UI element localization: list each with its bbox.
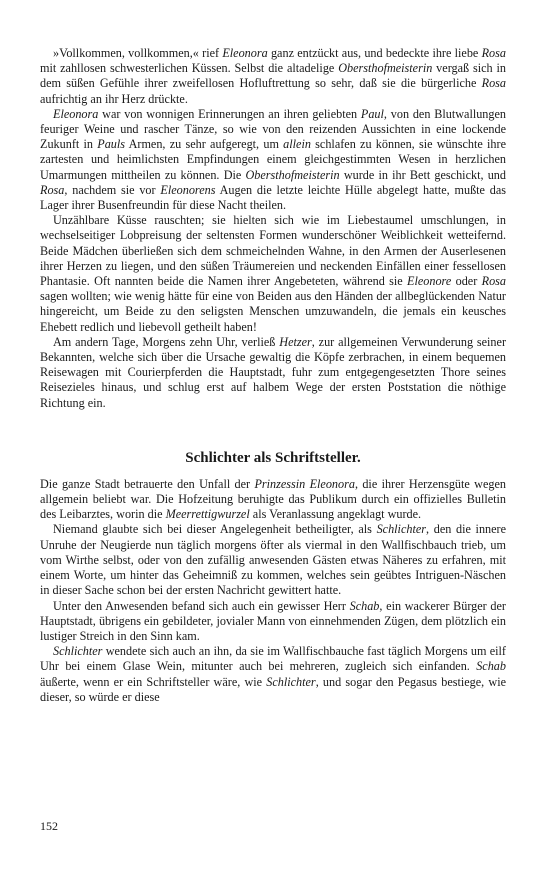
paragraph [40, 335, 506, 411]
paragraph [40, 477, 506, 523]
italic-name: Meerrettigwurzel [165, 507, 250, 522]
italic-name: Rosa [481, 76, 506, 91]
italic-name: Hetzer [279, 334, 312, 349]
italic-name: Obersthofmeisterin [245, 167, 340, 182]
text-run: Die ganze Stadt betrauerte den Unfall der [40, 476, 255, 491]
text-run: vergaß sich in dem süßen Gefühle ihrer zweifellosen Hofluftrettung so sehr, daß sie die bürgerliche [40, 61, 506, 91]
italic-name: Schlichter [53, 644, 103, 659]
italic-name: Eleonora [222, 46, 268, 60]
italic-name: allein [283, 137, 311, 152]
text-run: wurde in ihr Bett geschickt, und [339, 167, 506, 182]
italic-name: Paul [360, 106, 384, 121]
text-run: äußerte, wenn er ein Schriftsteller wäre, wie [40, 674, 267, 689]
paragraph [40, 107, 506, 213]
text-run: wendete sich auch an ihn, da sie im Wallfischbauche fast täglich Morgens um eilf Uhr bei einem Glase Wein, mitunter auch bei mehreren, zugleich sich einfanden. [40, 644, 506, 674]
text-run: , ein wackerer Bürger der Hauptstadt, übrigens ein gebildeter, jovialer Mann von einnehmenden Zügen, dem plötzlich ein lustiger Streich in den Sinn kam. [40, 598, 506, 643]
text-run: Unter den Anwesenden befand sich auch ein gewisser Herr [53, 598, 350, 613]
chapter-heading: Schlichter als Schriftsteller. [185, 449, 361, 466]
text-run: Unzählbare Küsse rauschten; sie hielten sich wie im Liebestaumel umschlungen, in wechselseitiger Lobpreisung der seltensten Formen wunderschöner Weiblichkeit wetteifernd. Beide Mädchen überließen sich dem schmeichelnden Wahne, in den Armen der Auserlesenen ihrer Herzen zu liegen, und den süßen Träumereien und neckenden Einfällen einer fessellosen Phantasie. Oft nannten beide die Namen ihrer Angebeteten, während sie [40, 213, 506, 289]
page-number: 152 [40, 819, 58, 833]
text-run: Niemand glaubte sich bei dieser Angelegenheit betheiligter, als [53, 522, 377, 537]
italic-name: Obersthofmeisterin [338, 61, 433, 76]
text-run: als Veranlassung angeklagt wurde. [249, 507, 422, 522]
text-run: sagen wollten; wie wenig hätte für eine von Beiden aus den Händen der allbeglückenden Natur hingereicht, um Beide zu den seligsten Menschen umzuwandeln, die jemals ein keusches Ehebett redlich und liebevoll getheilt haben! [40, 289, 506, 334]
text-run: Armen, zu sehr aufgeregt, um [125, 137, 284, 152]
text-run: , die ihrer Herzensgüte wegen allgemein beliebt war. Die Hofzeitung beruhigte das Publikum durch ein offizielles Bulletin des Leibarztes, worin die [40, 476, 506, 522]
text-run: oder [451, 274, 482, 289]
italic-name: Eleonore [407, 274, 452, 289]
text-run: war von wonnigen Erinnerungen an ihren geliebten [98, 106, 361, 121]
italic-name: Rosa [40, 182, 65, 197]
text-run: , zur allgemeinen Verwunderung seiner Bekannten, welche sich über die Ursache gewaltig die Köpfe zerbrachen, in einem bequemen Reisewagen mit Courierpferden die Hauptstadt, fuhr zum entgegengesetzten Thore seines Reisezieles hinaus, und schlug erst auf halbem Wege der ersten Poststation die nöthige Richtung ein. [40, 334, 506, 410]
italic-name: Rosa [481, 46, 506, 60]
text-run: , nachdem sie vor [64, 182, 161, 197]
paragraph [40, 522, 506, 598]
text-run: , von den Blutwallungen feuriger Weine und rascher Tänze, so wie von den reizenden Aussichten in eine lockende Zukunft in [40, 106, 506, 152]
text-run: schlafen zu können, sie wünschte ihre zartesten und heimlichsten Empfindungen einem gleichgestimmten Wesen in herzlichen Umarmungen mittheilen zu können. Die [40, 137, 506, 182]
text-run: mit zahllosen schwesterlichen Küssen. Selbst die altadelige [40, 61, 339, 76]
text-run: »Vollkommen, vollkommen,« rief [53, 46, 223, 60]
italic-name: Schlichter [266, 674, 316, 689]
italic-name: Rosa [481, 274, 506, 289]
italic-name: Schab [349, 598, 380, 613]
italic-name: Eleonorens [160, 182, 216, 197]
text-run: , und sogar den Pegasus bestiege, wie dieser, so würde er diese [40, 674, 506, 704]
text-run: Augen die letzte leichte Hülle abgelegt hatte, mußte das Lager ihrer Busenfreundin für diese Nacht theilen. [40, 182, 506, 213]
text-run: ganz entzückt aus, und bedeckte ihre liebe [267, 46, 482, 60]
text-run: Am andern Tage, Morgens zehn Uhr, verließ [53, 334, 280, 349]
italic-name: Eleonora [53, 106, 99, 121]
paragraph [40, 599, 506, 645]
italic-name: Schlichter [376, 522, 426, 537]
text-block-before [40, 46, 506, 411]
text-run: , den die innere Unruhe der Neugierde nun täglich morgens öfter als viermal in den Wallfischbauch trieb, um vom Wirthe selbst, oder von den zufällig anwesenden Gästen etwas Näheres zu erfahren, mit einem Worte, um hinter das Geheimniß zu kommen, welches sein geübtes Intriguen-Näschen in dieser Sache schon bei der ersten Nachricht gewittert hatte. [40, 522, 507, 598]
paragraph [40, 213, 506, 335]
italic-name: Schab [476, 659, 506, 674]
book-page [40, 46, 506, 705]
italic-name: Prinzessin Eleonora [254, 476, 355, 491]
paragraph [40, 644, 506, 705]
paragraph [40, 46, 506, 107]
text-block-after [40, 477, 506, 705]
italic-name: Pauls [97, 137, 126, 152]
text-run: aufrichtig an ihr Herz drückte. [40, 91, 188, 106]
